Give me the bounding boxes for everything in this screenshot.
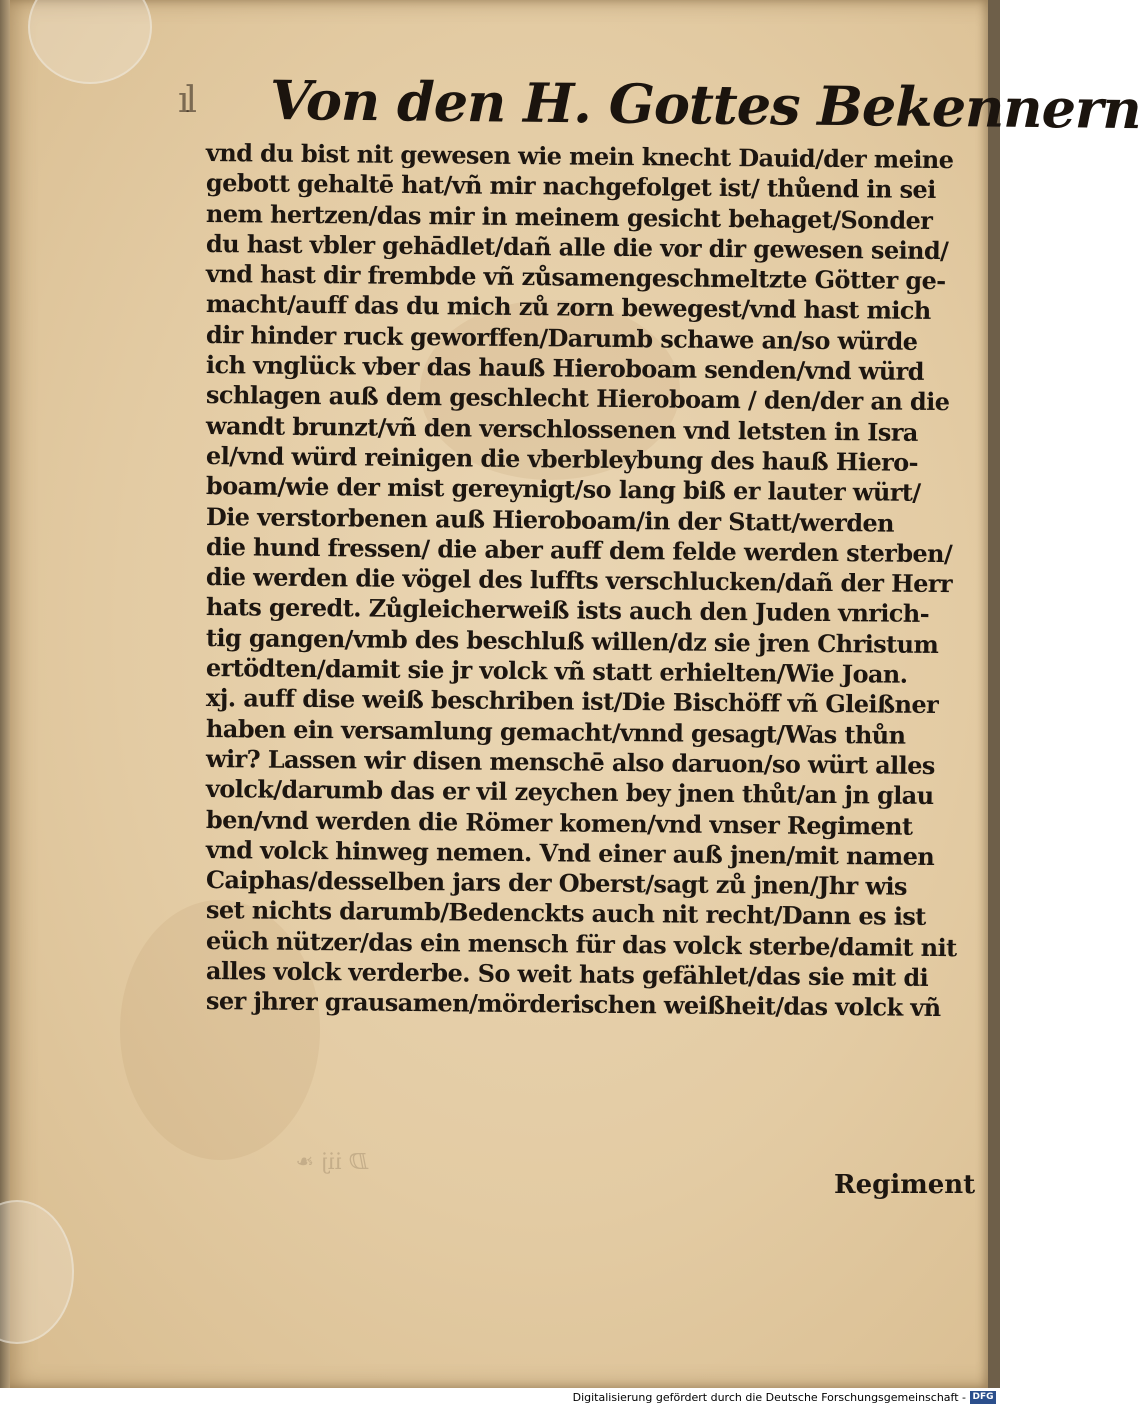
text-line: nem hertzen/das mir in meinem gesicht behaget/Sonder [205,198,933,235]
text-line: vnd hast dir frembde vñ zůsamengeschmeltzte Götter ge- [205,259,946,296]
text-line: Die verstorbenen auß Hieroboam/in der Statt/werden [205,501,895,538]
text-line: du hast vbler gehādlet/dañ alle die vor dir gewesen seind/ [205,228,949,266]
text-line: dir hinder ruck geworffen/Darumb schawe an/so würde [205,319,918,356]
text-line: ben/vnd werden die Römer komen/vnd vnser Regiment [205,804,913,841]
margin-mark: ıl [178,80,194,121]
text-line: die werden die vögel des luffts verschlucken/dañ der Herr [205,562,953,599]
text-line: macht/auff das du mich zů zorn bewegest/vnd hast mich [205,289,931,326]
text-line: haben ein versamlung gemacht/vnnd gesagt/Was thůn [205,713,906,750]
text-line: wir? Lassen wir disen menschē also daruon/so würt alles [205,743,935,780]
text-line: boam/wie der mist gereynigt/so lang biß er lauter würt/ [205,471,921,508]
text-line: ser jhrer grausamen/mörderischen weißheit/das volck vñ [205,986,941,1023]
clip-top-mark [28,0,152,84]
text-line: set nichts darumb/Bedenckts auch nit recht/Dann es ist [205,895,926,932]
page-gutter [0,0,10,1388]
page-header: Von den H. Gottes Bekennern [269,68,1141,142]
text-line: schlagen auß dem geschlecht Hieroboam / den/der an die [205,380,950,417]
text-line: ich vnglück vber das hauß Hieroboam senden/vnd würd [205,350,925,386]
funding-credit: Digitalisierung gefördert durch die Deutsche Forschungsgemeinschaft - [572,1391,966,1404]
text-line: Caiphas/desselben jars der Oberst/sagt zů jnen/Jhr wis [205,865,908,901]
text-line: xj. auff dise weiß beschriben ist/Die Bischöff vñ Gleißner [205,683,939,720]
text-line: wandt brunzt/vñ den verschlossenen vnd letsten in Isra [205,410,918,447]
body-text [205,138,984,1023]
text-line: vnd volck hinweg nemen. Vnd einer auß jnen/mit namen [205,834,935,871]
text-line: alles volck verderbe. So weit hats gefählet/das sie mit di [205,956,929,992]
catchword: Regiment [834,1170,976,1200]
clip-bottom-mark [0,1200,74,1344]
show-through-mark: ⅅ iij ❧ [295,1150,368,1175]
dfg-logo: DFG [970,1391,996,1404]
text-line: el/vnd würd reinigen die vberbleybung des hauß Hiero- [205,440,919,477]
text-line: hats geredt. Zůgleicherweiß ists auch den Juden vnrich- [205,592,930,629]
text-line: eüch nützer/das ein mensch für das volck sterbe/damit nit [205,925,957,962]
text-line: volck/darumb das er vil zeychen bey jnen thůt/an jn glau [205,774,934,811]
text-line: tig gangen/vmb des beschluß willen/dz sie jren Christum [205,622,939,659]
text-line: gebott gehaltē hat/vñ mir nachgefolget ist/ thůend in sei [205,168,936,205]
footer-bar [0,1388,1000,1407]
text-line: vnd du bist nit gewesen wie mein knecht Dauid/der meine [205,138,954,175]
text-line: ertödten/damit sie jr volck vñ statt erhielten/Wie Joan. [205,653,908,689]
text-line: die hund fressen/ die aber auff dem felde werden sterben/ [205,531,953,569]
